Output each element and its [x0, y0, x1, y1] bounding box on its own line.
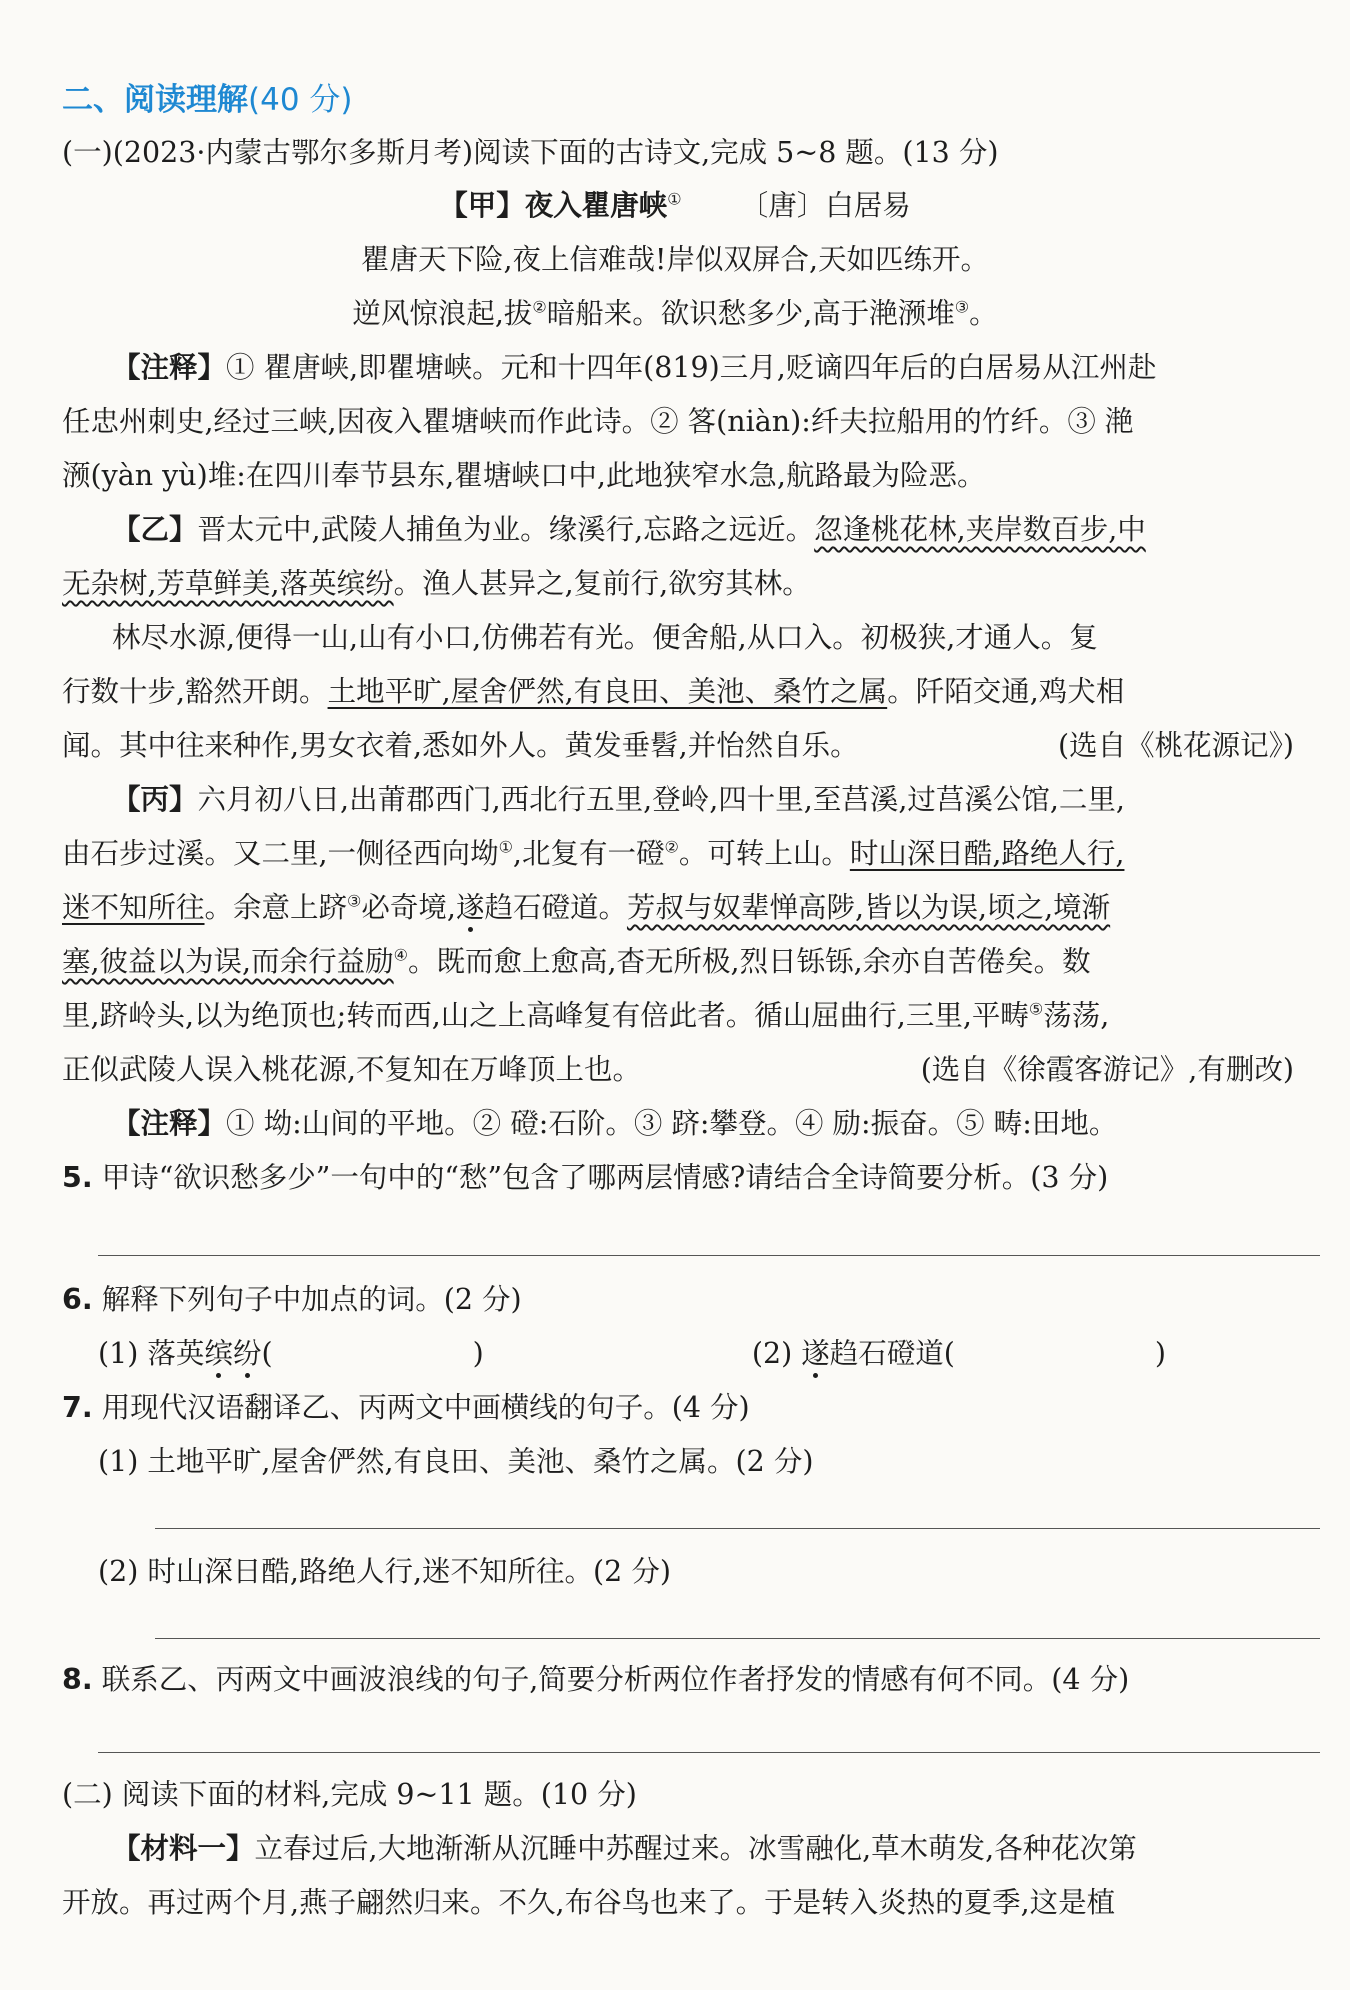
yi-line-3: 林尽水源,便得一山,山有小口,仿佛若有光。便舍船,从口入。初极狭,才通人。复 — [112, 621, 1098, 654]
q6b-close-paren: ) — [1154, 1337, 1167, 1370]
note1-line-1 — [112, 348, 1322, 388]
q6a-dotted-1: 缤 — [204, 1337, 233, 1370]
q7-answer-line-2[interactable] — [155, 1638, 1320, 1639]
q7-answer-line-1[interactable] — [155, 1528, 1320, 1529]
bing-line-4 — [62, 942, 1322, 982]
note1-line-3: 滪(yàn yù)堆:在四川奉节县东,瞿塘峡口中,此地狭窄水急,航路最为险恶。 — [62, 459, 986, 492]
poem-title-line — [0, 186, 1350, 226]
bing-wavy-2: 塞,彼益以为误,而余行益励 — [62, 945, 394, 978]
q6b-prefix: (2) — [751, 1337, 802, 1370]
bing-text-3c: 必奇境, — [361, 891, 456, 924]
bing-text-2c: 。可转上山。 — [678, 837, 850, 870]
part1-header: (一)(2023·内蒙古鄂尔多斯月考)阅读下面的古诗文,完成 5~8 题。(13 分) — [62, 136, 999, 169]
material1-label: 【材料一】 — [112, 1832, 255, 1865]
poem-line-2a: 逆风惊浪起,拔 — [352, 297, 533, 330]
bing-text-5a: 里,跻岭头,以为绝顶也;转而西,山之上高峰复有倍此者。循山屈曲行,三里,平畴 — [62, 999, 1029, 1032]
bing-label: 【丙】 — [112, 783, 198, 816]
poem-line-2 — [0, 294, 1350, 334]
bing-dotted-word: 遂 — [455, 891, 485, 924]
q6-items — [98, 1334, 1350, 1374]
note1-text-1: ① 瞿唐峡,即瞿塘峡。元和十四年(819)三月,贬谪四年后的白居易从江州赴 — [226, 351, 1157, 384]
yi-text-4c: 。阡陌交通,鸡犬相 — [887, 675, 1125, 708]
poem-line-2b: 暗船来。欲识愁多少,高于滟滪堆 — [546, 297, 955, 330]
bing-text-2a: 由石步过溪。又二里,一侧径西向坳 — [62, 837, 499, 870]
q5-text: 甲诗“欲识愁多少”一句中的“愁”包含了哪两层情感?请结合全诗简要分析。(3 分) — [101, 1161, 1109, 1194]
section-title — [62, 80, 1322, 121]
poem-author: 〔唐〕白居易 — [739, 189, 911, 222]
yi-text-2b: 。渔人甚异之,复前行,欲穷其林。 — [393, 567, 811, 600]
yi-source: (选自《桃花源记》) — [1058, 729, 1294, 762]
bing-text-2b: ,北复有一磴 — [512, 837, 665, 870]
bing-text-4b: 。既而愈上愈高,杳无所极,烈日铄铄,余亦自苦倦矣。数 — [407, 945, 1091, 978]
bing-note-ref-3: ③ — [347, 891, 362, 911]
q6-text: 解释下列句子中加点的词。(2 分) — [101, 1283, 522, 1316]
bing-underline-1: 时山深日酷,路绝人行, — [849, 837, 1125, 870]
question-5 — [62, 1158, 1322, 1198]
q7-sentence-1: (1) 土地平旷,屋舍俨然,有良田、美池、桑竹之属。(2 分) — [98, 1445, 814, 1478]
q6a-dotted-2: 纷 — [232, 1337, 262, 1370]
q5-number: 5. — [62, 1161, 93, 1194]
question-8 — [62, 1660, 1322, 1700]
bing-line-6 — [62, 1050, 1322, 1090]
bing-text-1: 六月初八日,出莆郡西门,西北行五里,登岭,四十里,至莒溪,过莒溪公馆,二里, — [197, 783, 1125, 816]
section-title-text: 二、阅读理解 — [62, 82, 248, 118]
bing-line-1 — [112, 780, 1322, 820]
bing-line-5 — [62, 996, 1322, 1036]
poem-line-1: 瞿唐天下险,夜上信难哉!岸似双屏合,天如匹练开。 — [360, 243, 990, 276]
q6a-close-paren: ) — [472, 1337, 484, 1370]
poem-note-ref-2: ② — [532, 297, 547, 317]
bing-note-ref-4: ④ — [393, 945, 408, 965]
yi-text-4a: 行数十步,豁然开朗。 — [62, 675, 328, 708]
q8-text: 联系乙、丙两文中画波浪线的句子,简要分析两位作者抒发的情感有何不同。(4 分) — [101, 1663, 1130, 1696]
q6a-open-paren: ( — [261, 1337, 273, 1370]
bing-note-ref-2: ② — [664, 837, 679, 857]
bing-text-3b: 。余意上跻 — [204, 891, 348, 924]
poem-title: 【甲】夜入瞿唐峡 — [439, 189, 668, 222]
bing-underline-2: 迷不知所往 — [62, 891, 205, 924]
note2-label: 【注释】 — [112, 1107, 227, 1140]
question-6 — [62, 1280, 1322, 1320]
note2-text: ① 坳:山间的平地。② 磴:石阶。③ 跻:攀登。④ 励:振奋。⑤ 畴:田地。 — [226, 1107, 1118, 1140]
bing-text-6: 正似武陵人误入桃花源,不复知在万峰顶上也。 — [62, 1053, 642, 1086]
q8-number: 8. — [62, 1663, 93, 1696]
material1-text-1: 立春过后,大地渐渐从沉睡中苏醒过来。冰雪融化,草木萌发,各种花次第 — [254, 1832, 1137, 1865]
q6-number: 6. — [62, 1283, 93, 1316]
q6a-prefix: (1) 落英 — [98, 1337, 205, 1370]
q6b-dotted: 遂 — [801, 1337, 830, 1370]
bing-text-3e: 趋石磴道。 — [484, 891, 627, 924]
yi-wavy-1: 忽逢桃花林,夹岸数百步,中 — [814, 513, 1146, 546]
part2-header: (二) 阅读下面的材料,完成 9~11 题。(10 分) — [62, 1778, 637, 1811]
yi-line-2 — [62, 564, 1322, 604]
bing-line-2 — [62, 834, 1322, 874]
q8-answer-line[interactable] — [98, 1752, 1320, 1753]
bing-source: (选自《徐霞客游记》,有删改) — [920, 1053, 1294, 1086]
material1-line-2: 开放。再过两个月,燕子翩然归来。不久,布谷鸟也来了。于是转入炎热的夏季,这是植 — [62, 1886, 1116, 1919]
note2-line — [112, 1104, 1322, 1144]
note1-label: 【注释】 — [112, 351, 227, 384]
q7-text: 用现代汉语翻译乙、丙两文中画横线的句子。(4 分) — [101, 1391, 750, 1424]
section-score: (40 分) — [248, 82, 353, 118]
bing-note-ref-1: ① — [498, 837, 513, 857]
yi-line-1 — [112, 510, 1322, 550]
question-7 — [62, 1388, 1322, 1428]
material1-line-1 — [112, 1829, 1322, 1869]
poem-note-ref-3: ③ — [954, 297, 970, 317]
poem-title-note: ① — [667, 189, 682, 209]
q6b-text: 趋石磴道( — [829, 1337, 955, 1370]
yi-label: 【乙】 — [112, 513, 198, 546]
poem-line-2c: 。 — [969, 297, 998, 330]
yi-line-5 — [62, 726, 1322, 766]
yi-text-1a: 晋太元中,武陵人捕鱼为业。缘溪行,忘路之远近。 — [197, 513, 815, 546]
q7-sentence-2: (2) 时山深日酷,路绝人行,迷不知所往。(2 分) — [98, 1555, 671, 1588]
q7-number: 7. — [62, 1391, 93, 1424]
note1-line-2: 任忠州刺史,经过三峡,因夜入瞿塘峡而作此诗。② 笿(niàn):纤夫拉船用的竹纤。③ 滟 — [62, 405, 1134, 438]
bing-text-5b: 荡荡, — [1043, 999, 1110, 1032]
bing-note-ref-5: ⑤ — [1028, 999, 1044, 1019]
yi-underline-1: 土地平旷,屋舍俨然,有良田、美池、桑竹之属 — [327, 675, 888, 708]
yi-wavy-2: 无杂树,芳草鲜美,落英缤纷 — [62, 567, 394, 600]
bing-line-3 — [62, 888, 1322, 928]
yi-text-5: 闻。其中往来种作,男女衣着,悉如外人。黄发垂髫,并怡然自乐。 — [62, 729, 859, 762]
yi-line-4 — [62, 672, 1322, 712]
bing-wavy-1: 芳叔与奴辈惮高陟,皆以为误,顷之,境渐 — [626, 891, 1111, 924]
q5-answer-line[interactable] — [98, 1255, 1320, 1256]
